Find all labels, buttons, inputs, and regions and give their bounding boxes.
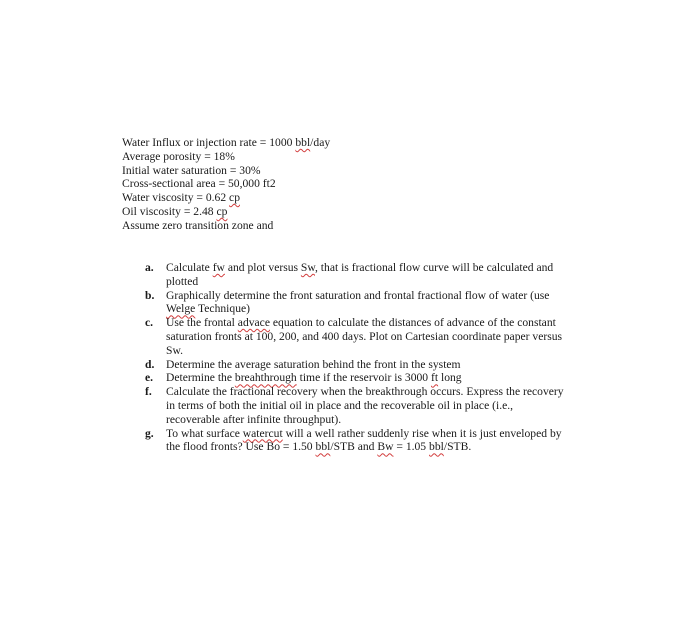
task-text: , that is fractional flow curve will be calculated and plotted xyxy=(166,261,554,288)
task-marker: a. xyxy=(145,261,154,274)
task-marker: e. xyxy=(145,371,154,385)
given-line-oil-viscosity xyxy=(122,205,330,219)
given-line-cross-sectional-area: Cross-sectional area = 50,000 ft2 xyxy=(122,177,276,191)
task-marker: g. xyxy=(145,426,154,440)
spellcheck-word: fw xyxy=(212,261,225,274)
spellcheck-word: ft xyxy=(430,371,439,385)
spellcheck-word: advace xyxy=(237,316,270,330)
spellcheck-word: bbl xyxy=(295,136,311,149)
given-text: Water Influx or injection rate = 1000 xyxy=(122,136,296,149)
task-item-f xyxy=(145,385,565,426)
task-item-g xyxy=(145,427,565,455)
task-text: long xyxy=(438,371,462,385)
task-item-b xyxy=(145,289,565,317)
task-marker: b. xyxy=(145,288,155,302)
task-text: /STB. xyxy=(443,440,472,454)
spellcheck-word: Welge xyxy=(166,302,196,316)
task-text: = 1.05 xyxy=(393,440,430,454)
given-data-block xyxy=(122,136,330,233)
task-marker: f. xyxy=(145,385,152,399)
task-text: Technique) xyxy=(195,302,250,316)
spellcheck-word: breahthrough xyxy=(234,371,297,385)
task-text: Determine the xyxy=(166,371,235,385)
task-text: and plot versus xyxy=(224,261,301,274)
task-item-e xyxy=(145,371,565,385)
task-text: equation to calculate the distances of advance of the constant saturation fronts at 100, 200, and 400 days. Plot on Cartesian coordinate paper versus Sw. xyxy=(166,316,563,357)
spellcheck-word: cp xyxy=(229,191,240,205)
task-text: Calculate the fractional recovery when the breakthrough occurs. Express the recovery in terms of both the initial oil in place and the recoverable oil in place (i.e., recoverable after infinite throughput). xyxy=(166,385,564,426)
spellcheck-word: Sw xyxy=(300,261,315,274)
task-item-a xyxy=(145,261,565,289)
spellcheck-word: bbl xyxy=(315,440,331,454)
task-text: Use the frontal xyxy=(166,316,238,330)
given-line-assumption: Assume zero transition zone and xyxy=(122,218,274,232)
task-text: will a well rather suddenly rise when it is just enveloped by the flood fronts? Use Bo = 1.50 xyxy=(166,426,562,454)
task-text: Graphically determine the front saturation and frontal fractional flow of water (use xyxy=(166,288,550,302)
task-text: To what surface xyxy=(166,426,243,440)
task-text: Determine the average saturation behind the front in the system xyxy=(166,357,461,371)
task-item-c xyxy=(145,316,565,357)
task-text: Calculate xyxy=(166,261,213,274)
given-text: Oil viscosity = 2.48 xyxy=(122,204,217,218)
given-text: /day xyxy=(310,136,331,149)
given-line-porosity: Average porosity = 18% xyxy=(122,149,235,163)
spellcheck-word: Bw xyxy=(377,440,394,454)
task-marker: d. xyxy=(145,357,155,371)
task-text: /STB and xyxy=(330,440,378,454)
given-line-injection-rate xyxy=(122,136,330,150)
spellcheck-word: cp xyxy=(216,204,228,218)
task-list xyxy=(145,261,565,454)
spellcheck-word: watercut xyxy=(242,426,283,440)
spellcheck-word: bbl xyxy=(429,440,444,454)
given-line-initial-water-saturation: Initial water saturation = 30% xyxy=(122,163,261,177)
task-marker: c. xyxy=(145,316,154,330)
task-item-d xyxy=(145,358,565,372)
task-text: time if the reservoir is 3000 xyxy=(296,371,431,385)
given-line-water-viscosity xyxy=(122,191,330,205)
given-text: Water viscosity = 0.62 xyxy=(122,191,230,205)
